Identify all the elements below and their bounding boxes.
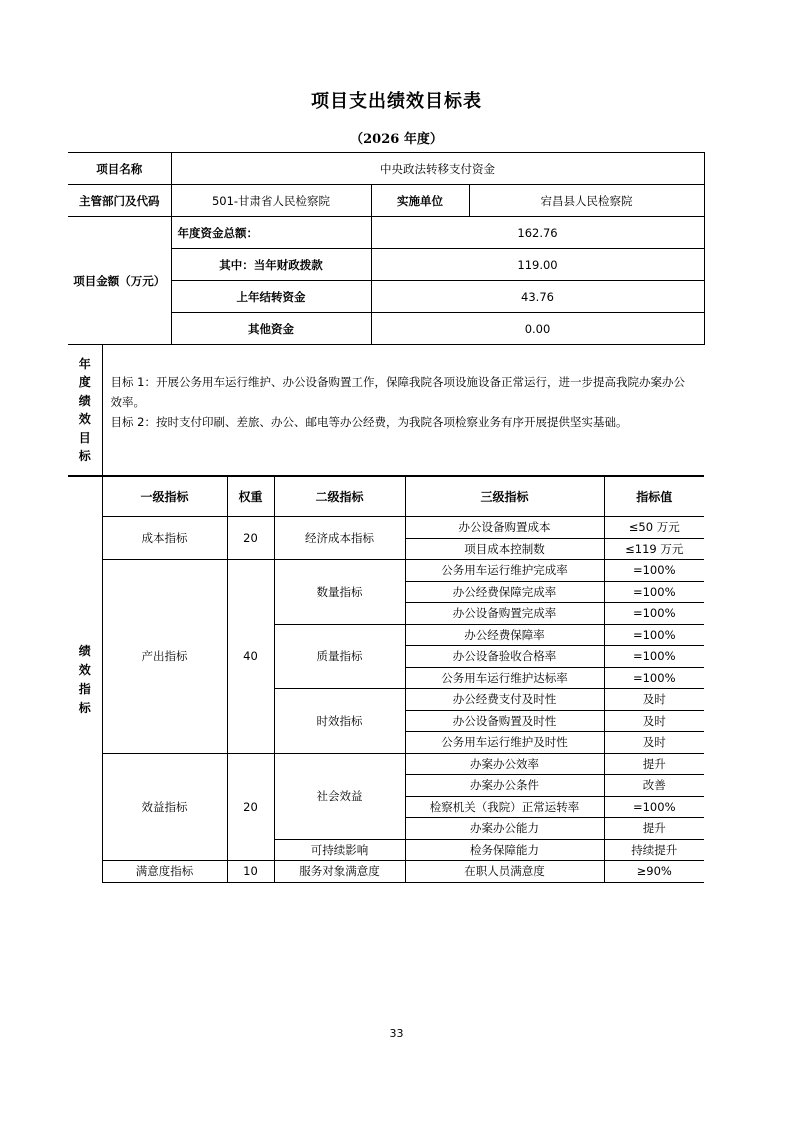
satisfaction-level2: 服务对象满意度 bbox=[274, 861, 405, 883]
indicator-value: =100% bbox=[604, 667, 704, 689]
goal-2: 目标 2：按时支付印刷、差旅、办公、邮电等办公经费，为我院各项检察业务有序开展提供坚实基础。 bbox=[110, 415, 628, 429]
indicators-label-char: 指 bbox=[78, 681, 91, 696]
indicator-value: =100% bbox=[604, 581, 704, 603]
indicator-name: 办公经费保障率 bbox=[405, 624, 604, 646]
indicators-header-row bbox=[68, 477, 704, 517]
goals-label-char: 度 bbox=[78, 375, 91, 389]
indicator-name: 办案办公能力 bbox=[405, 818, 604, 840]
indicators-label bbox=[68, 477, 102, 883]
satisfaction-level1: 满意度指标 bbox=[102, 861, 227, 883]
quantity-level2: 数量指标 bbox=[274, 560, 405, 625]
header-weight: 权重 bbox=[227, 477, 274, 517]
indicator-value: =100% bbox=[604, 560, 704, 582]
indicator-value: ≥90% bbox=[604, 861, 704, 883]
goals-label-char: 年 bbox=[78, 356, 91, 371]
project-name-row bbox=[68, 153, 704, 185]
header-level2: 二级指标 bbox=[274, 477, 405, 517]
indicator-name: 项目成本控制数 bbox=[405, 538, 604, 560]
total-value: 162.76 bbox=[371, 217, 704, 249]
indicator-value: 提升 bbox=[604, 818, 704, 840]
impl-value: 宕昌县人民检察院 bbox=[469, 185, 704, 217]
annual-goals-label bbox=[68, 345, 102, 476]
carry-label: 上年结转资金 bbox=[171, 281, 371, 313]
indicator-value: =100% bbox=[604, 624, 704, 646]
project-name-label: 项目名称 bbox=[68, 153, 171, 185]
benefit-level1: 效益指标 bbox=[102, 753, 227, 861]
indicator-name: 办案办公条件 bbox=[405, 775, 604, 797]
indicator-name: 检务保障能力 bbox=[405, 839, 604, 861]
indicator-name: 办公设备购置及时性 bbox=[405, 710, 604, 732]
table-row bbox=[68, 861, 704, 883]
impl-label: 实施单位 bbox=[371, 185, 469, 217]
fiscal-label: 其中：当年财政拨款 bbox=[171, 249, 371, 281]
page-subtitle: （2026 年度） bbox=[350, 132, 443, 147]
total-label: 年度资金总额： bbox=[171, 217, 371, 249]
indicator-name: 检察机关（我院）正常运转率 bbox=[405, 796, 604, 818]
indicator-name: 公务用车运行维护达标率 bbox=[405, 667, 604, 689]
timeliness-level2: 时效指标 bbox=[274, 689, 405, 754]
carry-value: 43.76 bbox=[371, 281, 704, 313]
amount-label: 项目金额（万元） bbox=[68, 217, 171, 345]
quality-level2: 质量指标 bbox=[274, 624, 405, 689]
indicators-label-char: 效 bbox=[78, 662, 91, 677]
project-name-value: 中央政法转移支付资金 bbox=[171, 153, 704, 185]
page-title: 项目支出绩效目标表 bbox=[311, 91, 482, 112]
other-value: 0.00 bbox=[371, 313, 704, 345]
indicator-value: ≤119 万元 bbox=[604, 538, 704, 560]
table-row bbox=[68, 753, 704, 775]
indicator-value: 及时 bbox=[604, 732, 704, 754]
benefit-weight: 20 bbox=[227, 753, 274, 861]
output-weight: 40 bbox=[227, 560, 274, 754]
amount-total-row bbox=[68, 217, 704, 249]
indicator-name: 办案办公效率 bbox=[405, 753, 604, 775]
cost-level1: 成本指标 bbox=[102, 517, 227, 560]
indicators-label-char: 标 bbox=[78, 700, 91, 715]
goal-1: 目标 1：开展公务用车运行维护、办公设备购置工作，保障我院各项设施设备正常运行，进一步提高我院办案办公效率。 bbox=[110, 375, 685, 409]
performance-indicators-table bbox=[68, 476, 704, 883]
cost-weight: 20 bbox=[227, 517, 274, 560]
project-info-table bbox=[68, 152, 705, 345]
cost-level2: 经济成本指标 bbox=[274, 517, 405, 560]
indicator-value: 持续提升 bbox=[604, 839, 704, 861]
satisfaction-weight: 10 bbox=[227, 861, 274, 883]
other-label: 其他资金 bbox=[171, 313, 371, 345]
indicator-value: ≤50 万元 bbox=[604, 517, 704, 539]
indicator-value: =100% bbox=[604, 646, 704, 668]
indicator-name: 在职人员满意度 bbox=[405, 861, 604, 883]
header-value: 指标值 bbox=[604, 477, 704, 517]
indicator-value: =100% bbox=[604, 796, 704, 818]
goals-label-char: 绩 bbox=[78, 393, 91, 408]
indicator-value: 提升 bbox=[604, 753, 704, 775]
indicator-name: 办公设备购置完成率 bbox=[405, 603, 604, 625]
annual-goals-row bbox=[68, 345, 704, 476]
annual-goals-content bbox=[102, 345, 704, 476]
dept-row bbox=[68, 185, 704, 217]
indicator-value: =100% bbox=[604, 603, 704, 625]
header-level1: 一级指标 bbox=[102, 477, 227, 517]
indicator-name: 办公设备验收合格率 bbox=[405, 646, 604, 668]
indicator-name: 办公经费支付及时性 bbox=[405, 689, 604, 711]
indicators-label-char: 绩 bbox=[78, 643, 91, 658]
annual-goals-table bbox=[68, 344, 704, 476]
goals-label-char: 目 bbox=[78, 430, 91, 445]
indicator-value: 及时 bbox=[604, 689, 704, 711]
social-level2: 社会效益 bbox=[274, 753, 405, 839]
indicator-name: 办公经费保障完成率 bbox=[405, 581, 604, 603]
table-row bbox=[68, 517, 704, 539]
output-level1: 产出指标 bbox=[102, 560, 227, 754]
header-level3: 三级指标 bbox=[405, 477, 604, 517]
indicator-value: 及时 bbox=[604, 710, 704, 732]
page-number: 33 bbox=[389, 1027, 404, 1040]
indicator-name: 公务用车运行维护及时性 bbox=[405, 732, 604, 754]
dept-label: 主管部门及代码 bbox=[68, 185, 171, 217]
indicator-value: 改善 bbox=[604, 775, 704, 797]
goals-label-char: 标 bbox=[78, 449, 91, 463]
dept-value: 501-甘肃省人民检察院 bbox=[171, 185, 371, 217]
fiscal-value: 119.00 bbox=[371, 249, 704, 281]
sustain-level2: 可持续影响 bbox=[274, 839, 405, 861]
indicator-name: 办公设备购置成本 bbox=[405, 517, 604, 539]
goals-label-char: 效 bbox=[78, 412, 91, 426]
table-row bbox=[68, 560, 704, 582]
indicator-name: 公务用车运行维护完成率 bbox=[405, 560, 604, 582]
